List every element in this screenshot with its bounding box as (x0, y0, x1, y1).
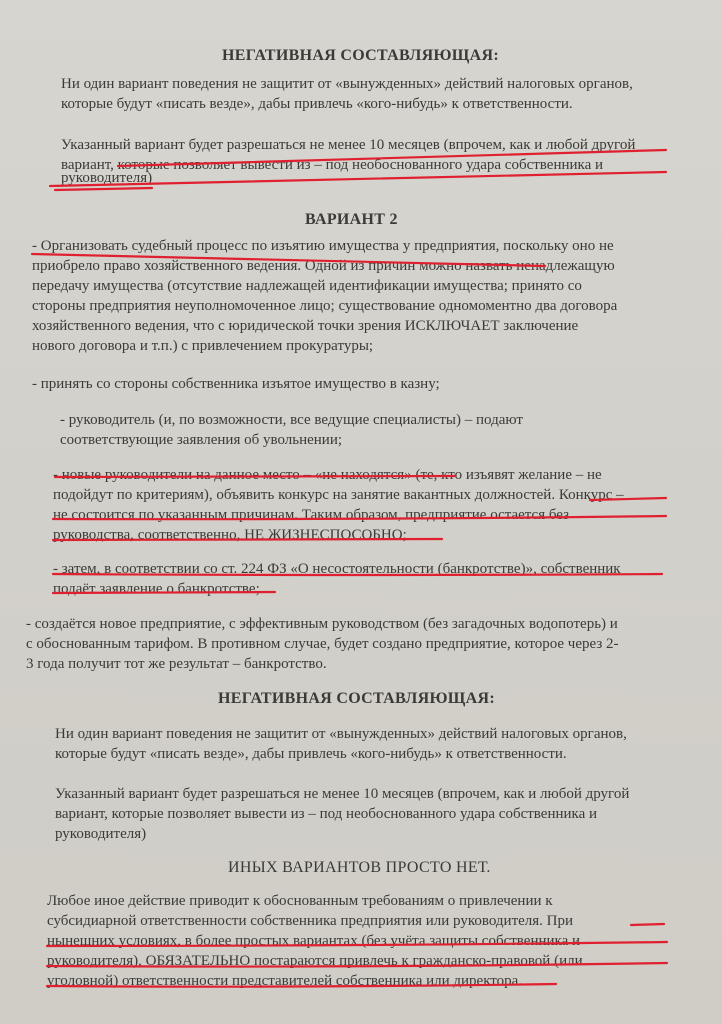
heading-variant-2: ВАРИАНТ 2 (305, 211, 398, 228)
paragraph-line: - руководитель (и, по возможности, все ведущие специалисты) – подают (60, 412, 523, 428)
paragraph-line: вариант, которые позволяет вывести из – под необоснованного удара собственника и (55, 806, 598, 822)
red-underline (55, 188, 152, 190)
paragraph-line: Указанный вариант будет разрешаться не менее 10 месяцев (впрочем, как и любой другой (61, 137, 636, 153)
paragraph-line: нынешних условиях, в более простых вариантах (без учёта защиты собственника и (47, 933, 581, 949)
heading-negative-1: НЕГАТИВНАЯ СОСТАВЛЯЮЩАЯ: (222, 47, 499, 64)
paragraph-line: которые будут «писать везде», дабы привлечь «кого-нибудь» к ответственности. (55, 746, 567, 762)
paragraph-line: - Организовать судебный процесс по изъятию имущества у предприятия, поскольку оно не (32, 238, 614, 254)
paragraph-line: руководителя), ОБЯЗАТЕЛЬНО постараются привлечь к гражданско-правовой (или (47, 953, 583, 969)
paragraph-line: уголовной) ответственности представителей собственника или директора. (47, 973, 523, 989)
paragraph-line: подаёт заявление о банкротстве; (53, 581, 260, 597)
paragraph-line: хозяйственного ведения, что с юридической точки зрения ИСКЛЮЧАЕТ заключение (32, 318, 579, 334)
paragraph-line: Ни один вариант поведения не защитит от «вынужденных» действий налоговых органов, (61, 76, 633, 92)
paragraph-line: Указанный вариант будет разрешаться не менее 10 месяцев (впрочем, как и любой другой (55, 786, 630, 802)
paragraph-line: нового договора и т.п.) с привлечением прокуратуры; (32, 338, 374, 354)
paragraph-line: передачу имущества (отсутствие надлежащей идентификации имущества; принято со (32, 278, 582, 294)
paragraph-line: стороны предприятия неуполномоченное лицо; существование одномоментно два договора (32, 298, 618, 314)
red-underline (631, 924, 664, 925)
paragraph-line: не состоится по указанным причинам. Таким образом, предприятие остается без (53, 507, 570, 523)
paragraph-line: которые будут «писать везде», дабы привлечь «кого-нибудь» к ответственности. (61, 96, 573, 112)
paragraph-line: руководителя) (55, 826, 147, 842)
paragraph-line: Ни один вариант поведения не защитит от «вынужденных» действий налоговых органов, (55, 726, 627, 742)
paragraph-line: - новые руководители на данное место – «не находятся» (те, кто изъявят желание – не (53, 467, 602, 483)
paragraph-line: субсидиарной ответственности собственника предприятия или руководителя. При (47, 913, 574, 929)
paragraph-line: с обоснованным тарифом. В противном случае, будет создано предприятие, которое через 2- (26, 636, 619, 652)
heading-negative-2: НЕГАТИВНАЯ СОСТАВЛЯЮЩАЯ: (218, 690, 495, 707)
paragraph-line: вариант, которые позволяет вывести из – под необоснованного удара собственника и (61, 157, 604, 173)
paragraph-line: - принять со стороны собственника изъятое имущество в казну; (32, 376, 440, 392)
paragraph-line: руководства, соответственно, НЕ ЖИЗНЕСПОСОБНО; (53, 527, 407, 543)
heading-no-other-options: ИНЫХ ВАРИАНТОВ ПРОСТО НЕТ. (228, 859, 491, 876)
paragraph-line: 3 года получит тот же результат – банкротство. (26, 656, 327, 672)
paragraph-line: руководителя) (61, 170, 153, 186)
paragraph-line: приобрело право хозяйственного ведения. Одной из причин можно назвать ненадлежащую (32, 258, 615, 274)
paragraph-line: соответствующие заявления об увольнении; (60, 432, 343, 448)
paragraph-line: - создаётся новое предприятие, с эффективным руководством (без загадочных водопотерь) и (26, 616, 618, 632)
paragraph-line: подойдут по критериям), объявить конкурс на занятие вакантных должностей. Конкурс – (53, 487, 624, 503)
paragraph-line: - затем, в соответствии со ст. 224 ФЗ «О несостоятельности (банкротстве)», собственник (53, 561, 621, 577)
paragraph-line: Любое иное действие приводит к обоснованным требованиям о привлечении к (47, 893, 553, 909)
